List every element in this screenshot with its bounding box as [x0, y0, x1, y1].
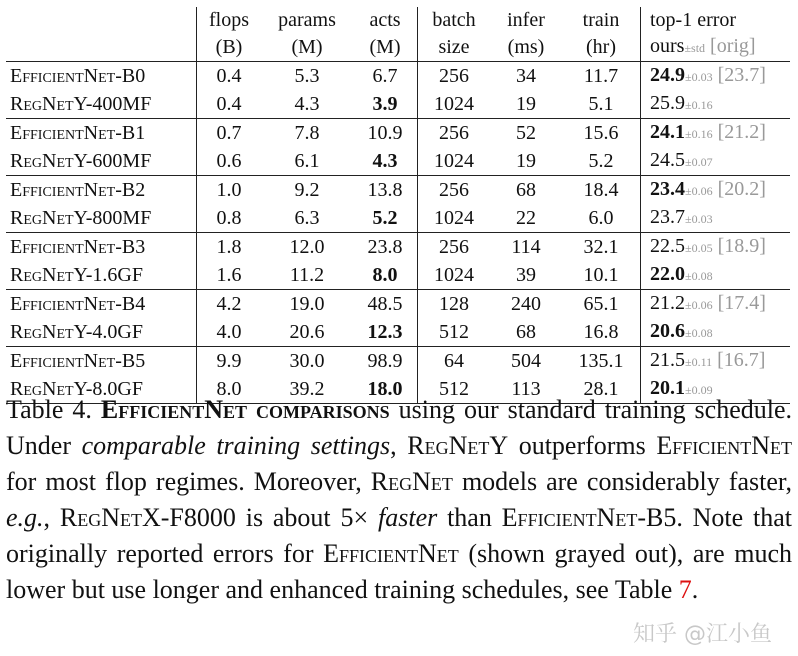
header-top1: top-1 error: [641, 7, 791, 33]
cell-infer: 68: [516, 321, 536, 343]
cell-top1: [641, 147, 791, 176]
header-infer: infer: [507, 9, 545, 31]
caption-emphasis: e.g.: [6, 503, 44, 532]
table-row: [6, 147, 790, 176]
cell-train: 65.1: [562, 290, 641, 319]
cell-train: 32.1: [562, 233, 641, 262]
cell-params: 7.8: [261, 119, 353, 148]
header-train: train: [582, 9, 620, 31]
header-params: params: [278, 9, 336, 31]
cell-acts: 5.2: [372, 207, 398, 229]
top1-value: 22.5: [650, 235, 685, 257]
cell-acts: 98.9: [353, 347, 418, 376]
cell-flops: 9.9: [197, 347, 262, 376]
cell-model: EfficientNet-B0: [6, 62, 197, 91]
cell-train: 10.1: [583, 264, 619, 286]
cell-infer: 504: [490, 347, 562, 376]
top1-std: ±0.03: [685, 70, 713, 84]
caption-label: Table 4.: [6, 395, 92, 424]
cell-batch: 256: [418, 176, 491, 205]
cell-params: 19.0: [261, 290, 353, 319]
top1-std: ±0.06: [685, 298, 713, 312]
top1-value: 23.4: [650, 178, 685, 200]
caption-text: outperforms: [508, 431, 657, 460]
table-caption: [6, 392, 792, 608]
cell-model: RegNetY-800MF: [10, 207, 152, 229]
cell-top1: [641, 347, 791, 376]
top1-orig: [20.2]: [717, 178, 766, 200]
cell-batch: 256: [418, 62, 491, 91]
header-acts-unit: (M): [353, 33, 418, 62]
efficientnet-comparison-table: [6, 7, 790, 404]
caption-emphasis: comparable training settings: [81, 431, 391, 460]
cell-flops: 0.6: [197, 147, 262, 176]
top1-std: ±0.08: [685, 269, 713, 283]
cell-model: EfficientNet-B3: [6, 233, 197, 262]
header-batch: batch: [418, 7, 491, 33]
cell-batch: 256: [418, 233, 491, 262]
top1-std: ±0.16: [685, 98, 713, 112]
cell-acts: 13.8: [353, 176, 418, 205]
top1-value: 20.6: [650, 320, 685, 342]
table-row: [6, 204, 790, 233]
top1-value: 21.5: [650, 349, 685, 371]
cell-acts: 6.7: [353, 62, 418, 91]
top1-std: ±0.08: [685, 326, 713, 340]
top1-std: ±0.05: [685, 241, 713, 255]
cell-batch: 128: [418, 290, 491, 319]
cell-batch: 512: [418, 318, 491, 347]
cell-model: EfficientNet-B1: [6, 119, 197, 148]
table-row: [6, 347, 790, 376]
cell-acts: 48.5: [353, 290, 418, 319]
cell-flops: 0.7: [197, 119, 262, 148]
cell-params: 20.6: [289, 321, 325, 343]
cell-flops: 1.0: [197, 176, 262, 205]
cell-model: EfficientNet-B4: [6, 290, 197, 319]
cell-flops: 0.8: [197, 204, 262, 233]
cell-train: 16.8: [583, 321, 619, 343]
header-row-2: [6, 33, 790, 62]
caption-text: models are considerably faster,: [452, 467, 792, 496]
cell-top1: [641, 261, 791, 290]
header-orig: [orig]: [710, 35, 756, 57]
cell-model: RegNetY-1.6GF: [10, 264, 144, 286]
caption-text: for most flop regimes. Moreover,: [6, 467, 371, 496]
cell-batch: 256: [418, 119, 491, 148]
cell-batch: 512: [418, 375, 491, 404]
cell-params: 6.1: [294, 150, 320, 172]
cell-infer: 39: [516, 264, 536, 286]
cell-infer: 34: [490, 62, 562, 91]
top1-value: 22.0: [650, 263, 685, 285]
table-row: [6, 176, 790, 205]
cell-params: 39.2: [261, 375, 353, 404]
top1-std: ±0.06: [685, 184, 713, 198]
table-row: [6, 290, 790, 319]
cell-acts: 3.9: [372, 93, 398, 115]
top1-std: ±0.09: [685, 383, 713, 397]
cell-params: 30.0: [261, 347, 353, 376]
table-row: [6, 90, 790, 119]
top1-std: ±0.07: [685, 155, 713, 169]
cell-train: 5.2: [588, 150, 614, 172]
cell-top1: [641, 62, 791, 91]
cell-train: 6.0: [588, 207, 614, 229]
cell-model: RegNetY-400MF: [10, 93, 152, 115]
table-row: [6, 318, 790, 347]
caption-text: .: [691, 575, 699, 604]
caption-model-name: EfficientNet: [323, 539, 459, 568]
cell-batch: 1024: [418, 204, 491, 233]
cell-params: 11.2: [289, 264, 325, 286]
header-flops: flops: [197, 7, 262, 33]
cell-flops: 0.4: [197, 90, 262, 119]
caption-text: ,: [43, 503, 60, 532]
table-reference-link[interactable]: 7: [678, 575, 692, 604]
cell-acts: 23.8: [353, 233, 418, 262]
cell-params: 9.2: [261, 176, 353, 205]
cell-model: RegNetY-4.0GF: [10, 321, 144, 343]
caption-text: is about 5×: [235, 503, 378, 532]
top1-value: 21.2: [650, 292, 685, 314]
top1-value: 24.1: [650, 121, 685, 143]
cell-infer: 22: [516, 207, 536, 229]
header-flops-unit: (B): [197, 33, 262, 62]
cell-model: EfficientNet-B5: [6, 347, 197, 376]
header-model-unit: [6, 33, 197, 62]
caption-text: . Note that originally reported errors for: [6, 503, 793, 568]
top1-value: 20.1: [650, 377, 685, 399]
top1-orig: [18.9]: [717, 235, 766, 257]
cell-train: 11.7: [562, 62, 641, 91]
cell-flops: 0.4: [197, 62, 262, 91]
cell-acts: 18.0: [353, 375, 418, 404]
cell-model: RegNetY-8.0GF: [6, 375, 197, 404]
header-std: ±std: [684, 41, 706, 55]
caption-model-name: EfficientNet-B5: [501, 503, 677, 532]
cell-top1: [641, 176, 791, 205]
cell-top1: [641, 233, 791, 262]
cell-params: 12.0: [261, 233, 353, 262]
top1-value: 24.5: [650, 149, 685, 171]
caption-title: EfficientNet comparisons: [100, 395, 390, 424]
cell-params: 6.3: [294, 207, 320, 229]
cell-params: 5.3: [261, 62, 353, 91]
cell-batch: 1024: [418, 90, 491, 119]
header-model: [6, 7, 197, 33]
watermark: 知乎 @江小鱼: [633, 622, 772, 647]
top1-std: ±0.03: [685, 212, 713, 226]
caption-text: ,: [390, 431, 408, 460]
cell-infer: 114: [490, 233, 562, 262]
cell-train: 15.6: [562, 119, 641, 148]
cell-top1: [641, 90, 791, 119]
top1-value: 23.7: [650, 206, 685, 228]
table-body: [6, 62, 790, 404]
cell-acts: 12.3: [367, 321, 403, 343]
cell-acts: 4.3: [372, 150, 398, 172]
top1-value: 25.9: [650, 92, 685, 114]
cell-model: EfficientNet-B2: [6, 176, 197, 205]
cell-infer: 68: [490, 176, 562, 205]
cell-infer: 19: [516, 150, 536, 172]
cell-flops: 4.0: [197, 318, 262, 347]
cell-top1: [641, 119, 791, 148]
cell-train: 135.1: [562, 347, 641, 376]
table-row: [6, 62, 790, 91]
top1-orig: [21.2]: [717, 121, 766, 143]
header-batch-unit: size: [418, 33, 491, 62]
header-ours: ours: [650, 35, 685, 57]
caption-text: (shown grayed out), are much lower but use longer and enhanced training schedules, see Table: [6, 539, 792, 604]
cell-batch: 64: [418, 347, 491, 376]
cell-model: RegNetY-600MF: [10, 150, 152, 172]
top1-std: ±0.11: [685, 355, 713, 369]
top1-orig: [17.4]: [717, 292, 766, 314]
caption-model-name: RegNet: [370, 467, 453, 496]
cell-top1: [641, 290, 791, 319]
caption-text: using our standard training schedule. Under: [6, 395, 793, 460]
top1-orig: [16.7]: [717, 349, 766, 371]
caption-model-name: RegNetY: [407, 431, 509, 460]
header-params-unit: (M): [261, 33, 353, 62]
cell-infer: 113: [490, 375, 562, 404]
cell-batch: 1024: [418, 147, 491, 176]
cell-acts: 10.9: [353, 119, 418, 148]
cell-params: 4.3: [294, 93, 320, 115]
header-train-unit: (hr): [562, 33, 641, 62]
cell-acts: 8.0: [372, 264, 398, 286]
header-infer-unit: (ms): [490, 33, 562, 62]
table-row: [6, 261, 790, 290]
header-row-1: [6, 7, 790, 33]
caption-emphasis: faster: [378, 503, 438, 532]
caption-model-name: RegNetX-F8000: [59, 503, 236, 532]
cell-flops: 1.6: [197, 261, 262, 290]
cell-batch: 1024: [418, 261, 491, 290]
top1-value: 24.9: [650, 64, 685, 86]
cell-train: 28.1: [562, 375, 641, 404]
header-top1-sub: [641, 33, 791, 62]
cell-train: 18.4: [562, 176, 641, 205]
table-row: [6, 119, 790, 148]
cell-infer: 240: [490, 290, 562, 319]
cell-top1: [641, 204, 791, 233]
cell-infer: 52: [490, 119, 562, 148]
cell-flops: 4.2: [197, 290, 262, 319]
header-acts: acts: [369, 9, 401, 31]
table-row: [6, 233, 790, 262]
cell-flops: 8.0: [197, 375, 262, 404]
cell-top1: [641, 318, 791, 347]
cell-infer: 19: [516, 93, 536, 115]
caption-text: than: [437, 503, 502, 532]
cell-train: 5.1: [588, 93, 614, 115]
caption-model-name: EfficientNet: [656, 431, 793, 460]
top1-orig: [23.7]: [717, 64, 766, 86]
cell-flops: 1.8: [197, 233, 262, 262]
top1-std: ±0.16: [685, 127, 713, 141]
